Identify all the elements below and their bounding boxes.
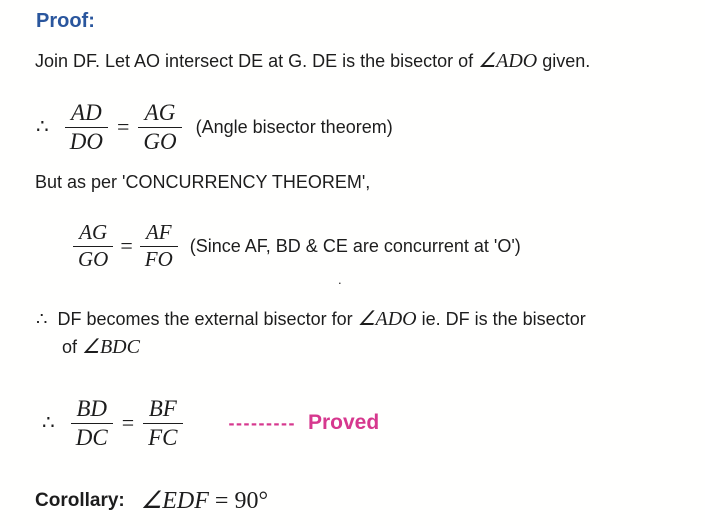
equation-note: (Since AF, BD & CE are concurrent at 'O') xyxy=(189,235,521,256)
equation-proved xyxy=(42,396,379,451)
conclusion-text-of: of xyxy=(62,337,83,357)
fraction-numerator: BF xyxy=(148,396,177,421)
equation-angle-bisector xyxy=(36,100,393,155)
corollary-label: Corollary: xyxy=(35,489,125,511)
fraction-numerator: AD xyxy=(71,100,102,125)
fraction-af-fo xyxy=(140,221,178,271)
fraction-denominator: FC xyxy=(143,423,182,451)
fraction-denominator: DO xyxy=(65,127,108,155)
equation-concurrency xyxy=(73,221,521,271)
equals-sign: = xyxy=(208,488,235,514)
conclusion-line-1 xyxy=(36,306,586,331)
stray-dot: . xyxy=(338,272,342,287)
equals-sign: = xyxy=(121,410,135,436)
fraction-denominator: DC xyxy=(71,423,113,451)
angle-ado-math: ∠ADO xyxy=(357,308,417,330)
proved-dashes: --------- xyxy=(228,412,296,433)
intro-line xyxy=(35,48,590,73)
fraction-ag-go xyxy=(73,221,113,271)
intro-text-pre: Join DF. Let AO intersect DE at G. DE is the bisector of xyxy=(35,51,479,71)
corollary-line xyxy=(35,486,268,515)
fraction-ad-do xyxy=(65,100,108,155)
angle-ado-math: ∠ADO xyxy=(478,50,538,72)
fraction-numerator: BD xyxy=(76,396,108,421)
conclusion-line-2 xyxy=(62,334,140,359)
conclusion-text-post: ie. DF is the bisector xyxy=(416,309,586,329)
intro-text-post: given. xyxy=(537,51,591,71)
proved-label: Proved xyxy=(307,411,380,435)
fraction-numerator: AG xyxy=(144,100,176,125)
therefore-icon: ∴ xyxy=(42,412,55,435)
fraction-bd-dc xyxy=(71,396,113,451)
angle-edf-math: ∠EDF xyxy=(140,488,209,514)
angle-bdc-math: ∠BDC xyxy=(82,336,140,358)
corollary-math xyxy=(141,486,268,515)
fraction-denominator: FO xyxy=(140,246,178,272)
therefore-icon: ∴ xyxy=(36,309,48,329)
therefore-icon: ∴ xyxy=(36,116,49,139)
fraction-ag-go xyxy=(138,100,181,155)
equals-sign: = xyxy=(120,233,133,259)
corollary-value: 90° xyxy=(234,488,269,514)
fraction-denominator: GO xyxy=(138,127,181,155)
fraction-numerator: AF xyxy=(145,220,172,244)
equals-sign: = xyxy=(116,114,130,140)
concurrency-theorem-line: But as per 'CONCURRENCY THEOREM', xyxy=(35,172,371,192)
proof-heading: Proof: xyxy=(36,10,95,32)
fraction-denominator: GO xyxy=(73,246,113,272)
fraction-numerator: AG xyxy=(79,220,108,244)
fraction-bf-fc xyxy=(143,396,182,451)
conclusion-text-pre: DF becomes the external bisector for xyxy=(57,309,358,329)
equation-note: (Angle bisector theorem) xyxy=(195,116,393,137)
